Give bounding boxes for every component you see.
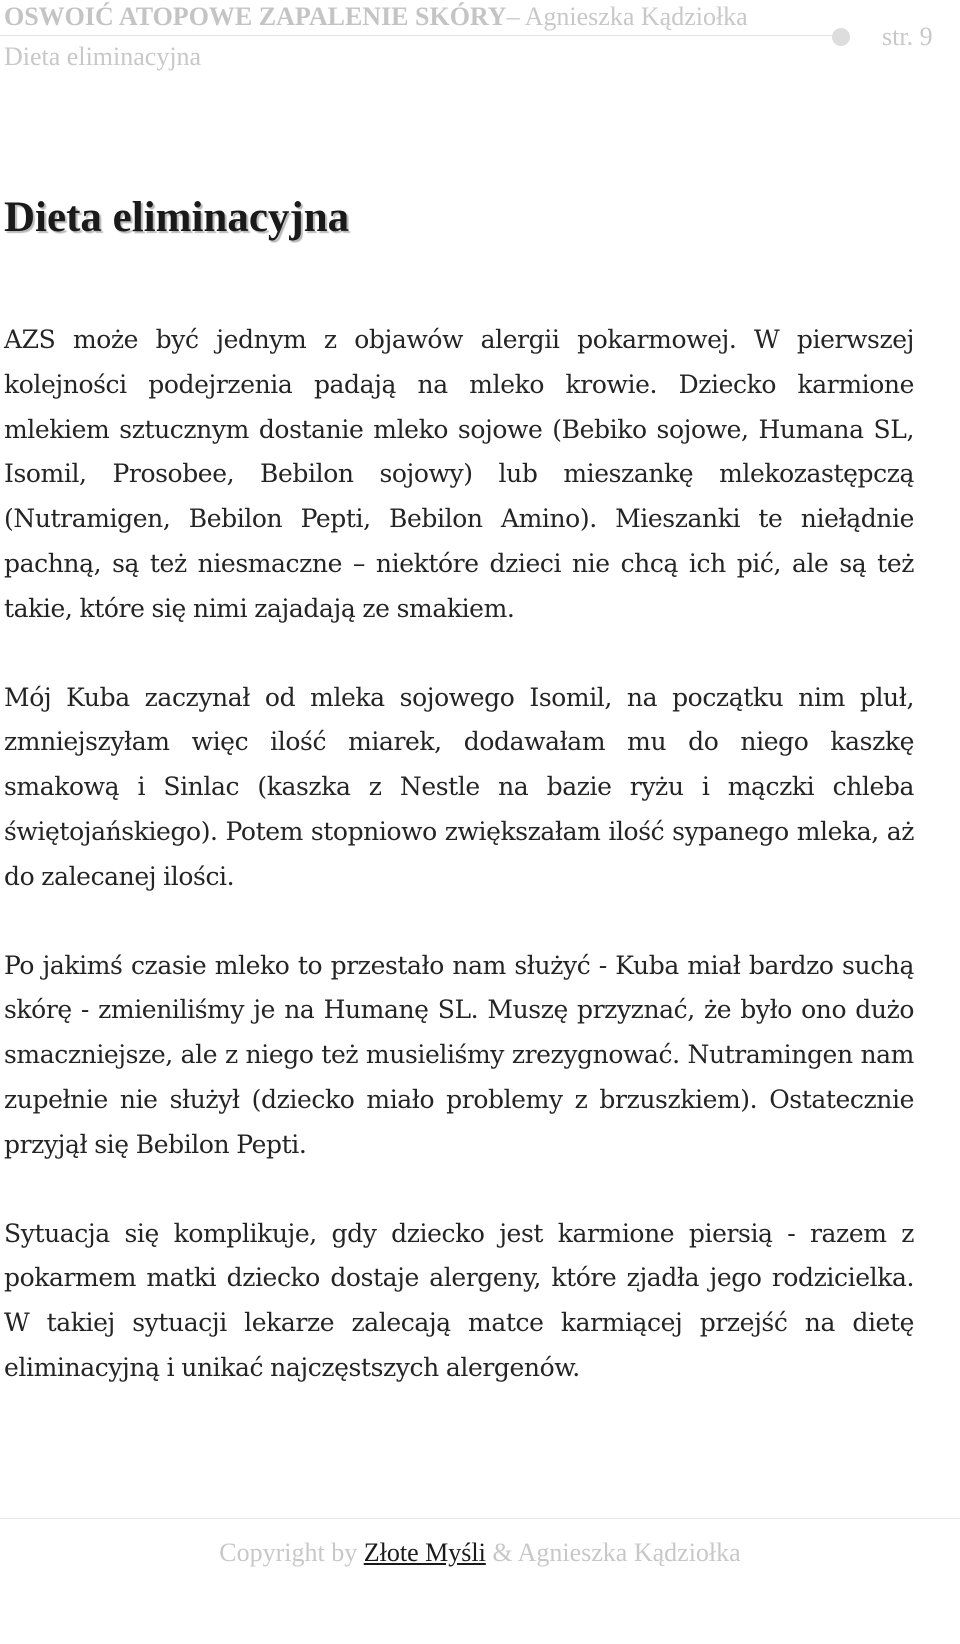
paragraph: Mój Kuba zaczynał od mleka sojowego Isomil, na początku nim pluł, zmniejszyłam więc ilość miarek, dodawałam mu do niego kaszkę smakową i Sinlac (kaszka z Nestle na bazie ryżu i mączki chleba świętojańskiego). Potem stopniowo zwiększałam ilość sypanego mleka, aż do zalecanej ilości.	[4, 682, 914, 891]
chapter-name: Dieta eliminacyjna	[4, 42, 202, 71]
page-header	[0, 0, 960, 80]
paragraph: Sytuacja się komplikuje, gdy dziecko jest karmione piersią - razem z pokarmem matki dziecko dostaje alergeny, które zjadła jego rodzicielka. W takiej sytuacji lekarze zalecają matce karmiącej przejść na dietę eliminacyjną i unikać najczęstszych alergenów.	[4, 1218, 914, 1382]
paragraph: AZS może być jednym z objawów alergii pokarmowej. W pierwszej kolejności podejrzenia padają na mleko krowie. Dziecko karmione mlekiem sztucznym dostanie mleko sojowe (Bebiko sojowe, Humana SL, Isomil, Prosobee, Bebilon sojowy) lub mieszankę mlekozastępczą (Nutramigen, Bebilon Pepti, Bebilon Amino). Mieszanki te niełądnie pachną, są też niesmaczne – niektóre dzieci nie chcą ich pić, ale są też takie, które się nimi zajadają ze smakiem.	[4, 325, 914, 623]
header-divider	[0, 35, 840, 36]
paragraph: Po jakimś czasie mleko to przestało nam służyć - Kuba miał bardzo suchą skórę - zmieniliśmy je na Humanę SL. Muszę przyznać, że było ono dużo smaczniejsze, ale z niego też musieliśmy zrezygnować. Nutramingen nam zupełnie nie służył (dziecko miało problemy z brzuszkiem). Ostatecznie przyjął się Bebilon Pepti.	[4, 950, 914, 1159]
bullet-icon	[832, 28, 850, 46]
author-name: – Agnieszka Kądziołka	[506, 2, 748, 31]
footer-copyright: Copyright by	[219, 1538, 364, 1567]
section-title: Dieta eliminacyjna	[4, 194, 350, 241]
page-number: str. 9	[882, 22, 933, 51]
book-title: OSWOIĆ ATOPOWE ZAPALENIE SKÓRY	[4, 2, 507, 31]
footer-divider	[0, 1518, 960, 1519]
page-footer	[0, 1538, 960, 1568]
publisher-link[interactable]: Złote Myśli	[363, 1538, 486, 1567]
body-text	[4, 318, 914, 1435]
footer-author: & Agnieszka Kądziołka	[485, 1538, 741, 1567]
running-header	[4, 2, 748, 32]
